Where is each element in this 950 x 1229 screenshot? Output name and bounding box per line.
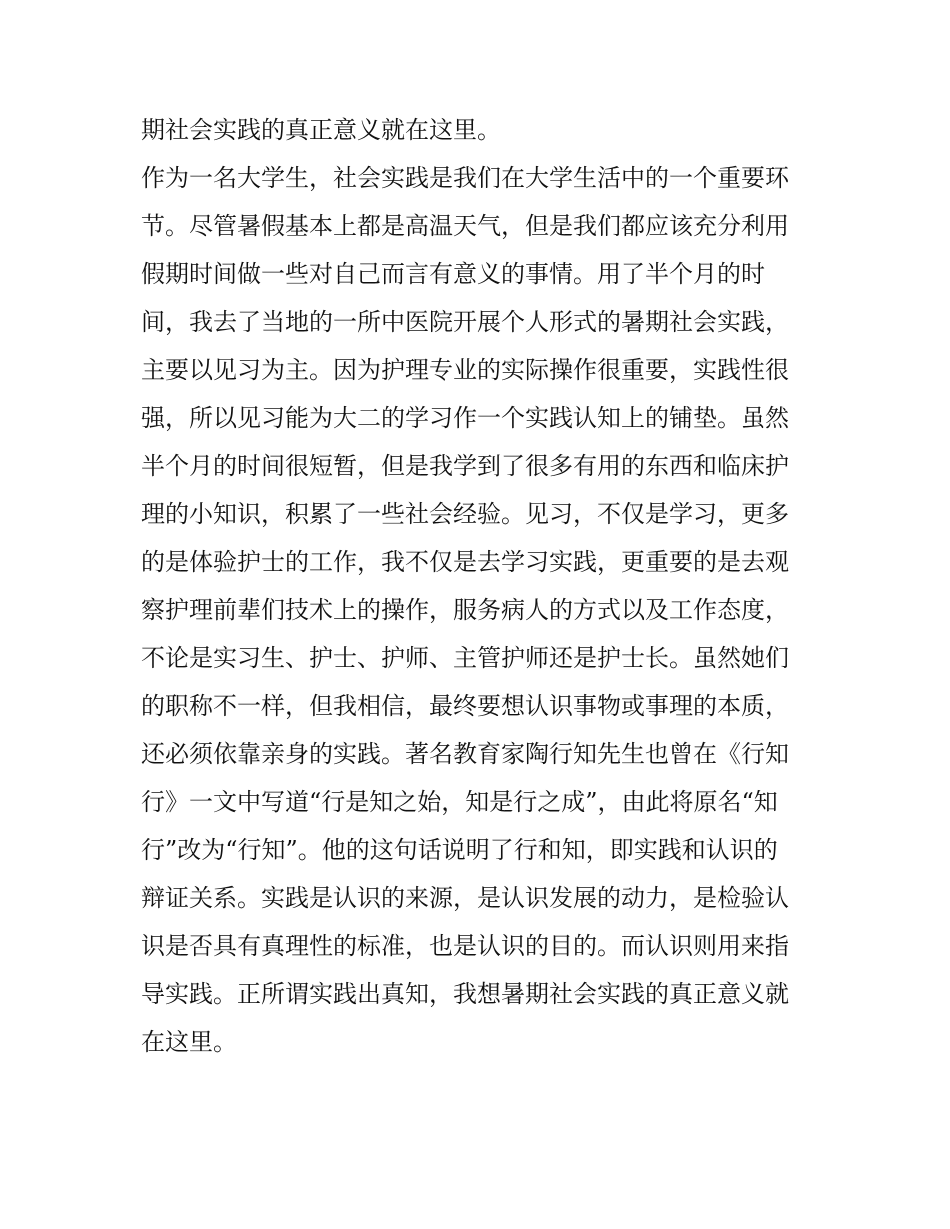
text-line: 间，我去了当地的一所中医院开展个人形式的暑期社会实践，	[141, 308, 789, 336]
body-text	[141, 106, 821, 1066]
text-line: 行”改为“行知”。他的这句话说明了行和知，即实践和认识的	[141, 836, 778, 864]
text-line: 节。尽管暑假基本上都是高温天气，但是我们都应该充分利用	[141, 212, 789, 240]
text-line: 期社会实践的真正意义就在这里。	[141, 116, 501, 144]
text-line: 的职称不一样，但我相信，最终要想认识事物或事理的本质，	[141, 692, 789, 720]
text-line: 强，所以见习能为大二的学习作一个实践认知上的铺垫。虽然	[141, 404, 789, 432]
text-line: 不论是实习生、护士、护师、主管护师还是护士长。虽然她们	[141, 644, 789, 672]
text-line: 辩证关系。实践是认识的来源，是认识发展的动力，是检验认	[141, 884, 789, 912]
text-line: 识是否具有真理性的标准，也是认识的目的。而认识则用来指	[141, 932, 789, 960]
text-line: 导实践。正所谓实践出真知，我想暑期社会实践的真正意义就	[141, 980, 789, 1008]
text-line: 还必须依靠亲身的实践。著名教育家陶行知先生也曾在《行知	[141, 740, 789, 768]
text-line: 在这里。	[141, 1028, 237, 1056]
text-line: 行》一文中写道“行是知之始，知是行之成”，由此将原名“知	[141, 788, 778, 816]
text-line: 作为一名大学生，社会实践是我们在大学生活中的一个重要环	[141, 164, 789, 192]
text-line: 半个月的时间很短暂，但是我学到了很多有用的东西和临床护	[141, 452, 789, 480]
text-line: 察护理前辈们技术上的操作，服务病人的方式以及工作态度，	[141, 596, 789, 624]
text-line: 的是体验护士的工作，我不仅是去学习实践，更重要的是去观	[141, 548, 789, 576]
text-line: 假期时间做一些对自己而言有意义的事情。用了半个月的时	[141, 260, 765, 288]
text-line: 主要以见习为主。因为护理专业的实际操作很重要，实践性很	[141, 356, 789, 384]
text-line: 理的小知识，积累了一些社会经验。见习，不仅是学习，更多	[141, 500, 789, 528]
